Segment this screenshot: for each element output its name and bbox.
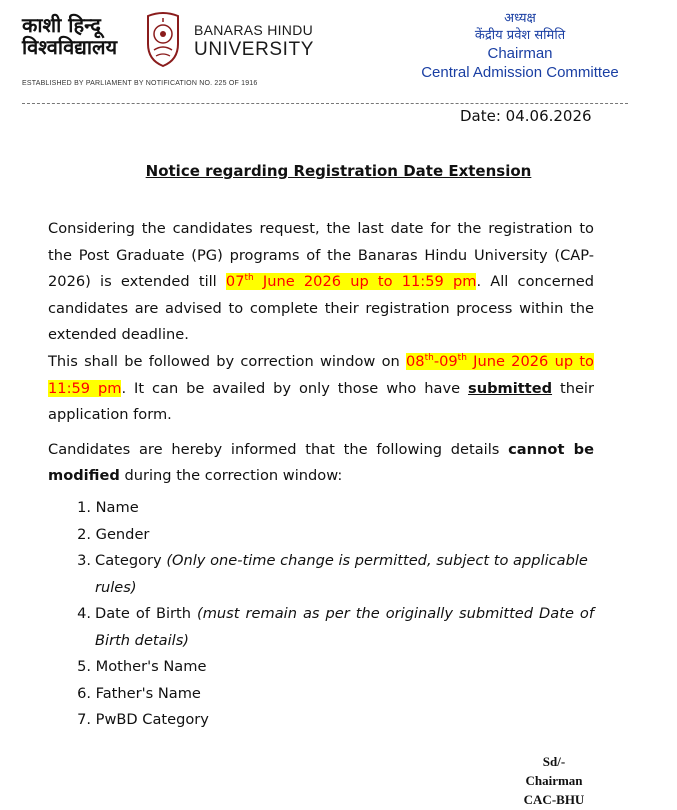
- para2-text-2: . It can be availed by only those who have: [121, 379, 469, 397]
- list-item-label: PwBD Category: [95, 711, 209, 728]
- list-item: [48, 522, 594, 549]
- list-item: [48, 681, 594, 708]
- list-item-text: [91, 654, 594, 681]
- header-divider: [22, 103, 628, 104]
- correction-window-rest: June 2026 up to 11:59 pm: [48, 352, 594, 397]
- list-item-text: [91, 681, 594, 708]
- paragraph-non-modifiable: [48, 437, 594, 490]
- para2-text-1: This shall be followed by correction window on: [48, 352, 407, 370]
- list-item: [48, 548, 594, 601]
- letterhead: [0, 0, 677, 100]
- office-hindi-line1: अध्यक्ष: [504, 11, 536, 26]
- list-item-text: [91, 495, 594, 522]
- deadline-rest: June 2026 up to 11:59 pm: [253, 273, 477, 291]
- hindi-name-line1: काशी हिन्दू: [22, 13, 101, 37]
- list-item-number: 3.: [77, 552, 91, 569]
- list-item: [48, 495, 594, 522]
- correction-start-suffix: th: [424, 353, 434, 364]
- registration-deadline-highlight: [226, 273, 477, 290]
- para3-text-1: Candidates are hereby informed that the following details: [48, 440, 509, 458]
- signature-block: [508, 752, 600, 809]
- hindi-name-line2: विश्वविद्यालय: [22, 35, 118, 59]
- correction-end-day: -09: [433, 352, 458, 370]
- list-item-label: Mother's Name: [95, 658, 207, 675]
- list-item: [48, 654, 594, 681]
- office-hindi-line2: केंद्रीय प्रवेश समिति: [474, 28, 566, 43]
- list-item-label: Father's Name: [95, 684, 201, 702]
- list-item-text: [91, 548, 594, 601]
- list-item-label: Date of Birth: [95, 605, 198, 622]
- university-name-hindi: [22, 14, 117, 58]
- list-item-label: Name: [95, 499, 139, 516]
- submitted-emphasis: submitted: [468, 379, 553, 397]
- deadline-day: 07: [225, 273, 245, 291]
- list-item-text: [91, 522, 594, 549]
- correction-end-suffix: th: [457, 353, 467, 364]
- established-note: ESTABLISHED BY PARLIAMENT BY NOTIFICATION NO. 225 OF 1916: [22, 80, 258, 87]
- notice-body: [48, 216, 594, 490]
- deadline-day-suffix: th: [244, 273, 254, 284]
- para1-text-2: . All concerned candidates are advised to complete their registration process within the extended deadline.: [48, 273, 594, 344]
- list-item-note: (must remain as per the originally submitted Date of Birth details): [95, 605, 594, 649]
- paragraph-correction-window: [48, 349, 594, 429]
- non-modifiable-details-list: [48, 495, 594, 734]
- office-english-line1: Chairman: [487, 45, 553, 62]
- list-item-number: 1.: [77, 499, 91, 516]
- bhu-seal-icon: [142, 10, 184, 68]
- list-item: [48, 601, 594, 654]
- signature-sd: Sd/-: [542, 754, 566, 769]
- list-item-text: [91, 601, 594, 654]
- notice-date: Date: 04.06.2026: [460, 107, 592, 125]
- list-item-text: [91, 707, 594, 734]
- english-name-line1: BANARAS HINDU: [194, 22, 314, 38]
- paragraph-registration-extension: [48, 216, 594, 349]
- list-item-number: 2.: [77, 525, 91, 543]
- signature-designation: Chairman: [525, 773, 583, 788]
- list-item-note: (Only one-time change is permitted, subject to applicable rules): [95, 552, 588, 596]
- cannot-modify-emphasis: cannot be modified: [48, 440, 594, 485]
- university-name-english: [194, 22, 314, 61]
- english-name-line2: UNIVERSITY: [194, 39, 315, 60]
- para2-text-3: their application form.: [48, 379, 594, 424]
- issuing-office: [400, 10, 640, 82]
- list-item-number: 6.: [77, 684, 91, 702]
- signature-office: CAC-BHU: [523, 792, 585, 807]
- list-item-number: 7.: [77, 711, 91, 728]
- notice-title: Notice regarding Registration Date Extension: [145, 162, 532, 180]
- para1-text-1: Considering the candidates request, the last date for the registration to the Post Graduate (PG) programs of the Banaras Hindu University (CAP-2026) is extended till: [48, 220, 594, 291]
- correction-start-day: 08: [406, 352, 425, 370]
- list-item: [48, 707, 594, 734]
- list-item-number: 4.: [77, 605, 91, 622]
- para3-text-2: during the correction window:: [119, 467, 343, 485]
- list-item-label: Gender: [95, 525, 150, 543]
- list-item-label: Category: [95, 552, 167, 569]
- office-english-line2: Central Admission Committee: [421, 64, 619, 81]
- list-item-number: 5.: [77, 658, 91, 675]
